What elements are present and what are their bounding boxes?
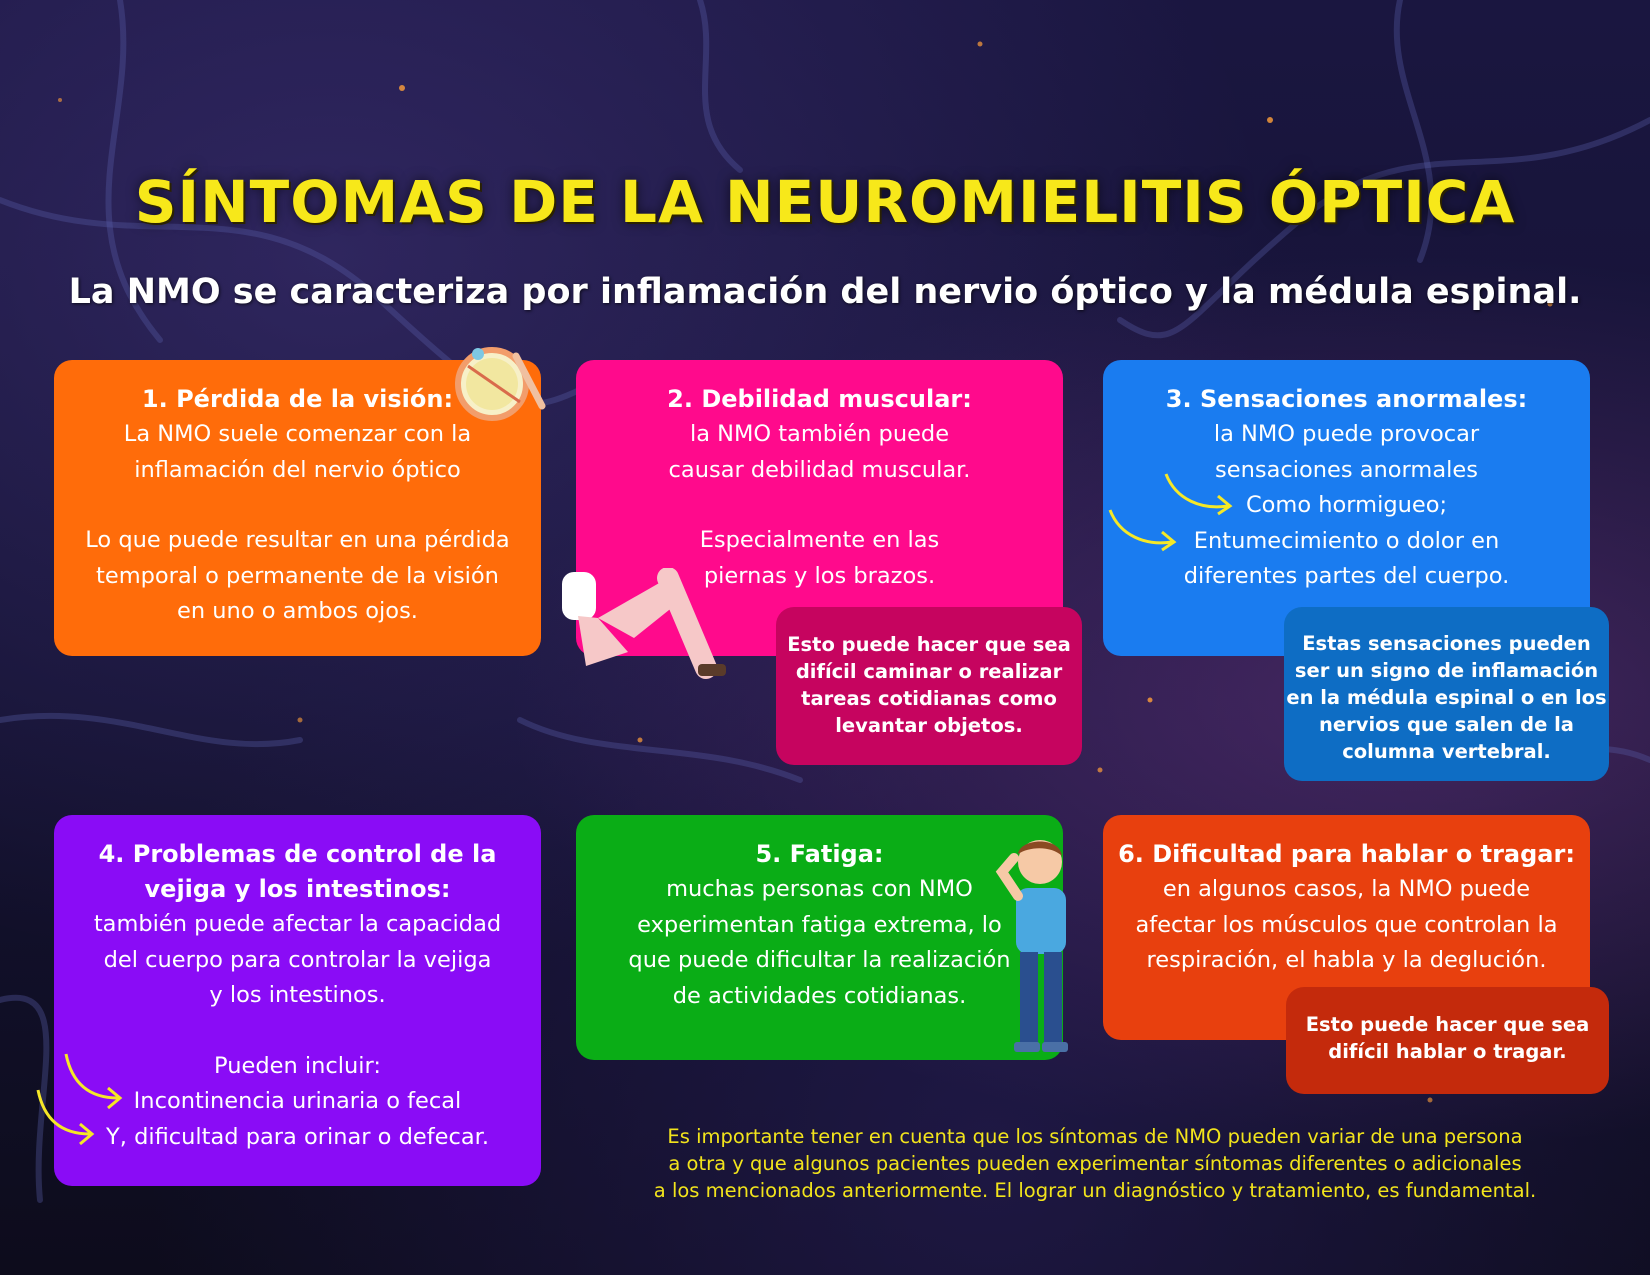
footer-note (620, 1123, 1570, 1204)
card-text: la NMO puede provocar (1213, 421, 1480, 447)
card-text: Especialmente en las (699, 527, 940, 553)
note-line: levantar objetos. (835, 714, 1023, 737)
card-text: experimentan fatiga extrema, lo (637, 911, 1002, 938)
card-text: diferentes partes del cuerpo. (1183, 563, 1510, 589)
card-heading: 2. Debilidad muscular: (667, 385, 972, 413)
page-subtitle: La NMO se caracteriza por inflamación del nervio óptico y la médula espinal. (68, 272, 1582, 312)
card-text: la NMO también puede (689, 421, 950, 447)
card-text: y los intestinos. (209, 982, 386, 1008)
card-heading: 4. Problemas de control de la (98, 840, 497, 868)
card-text: Pueden incluir: (214, 1052, 381, 1079)
footer-line: a los mencionados anteriormente. El lograr un diagnóstico y tratamiento, es fundamental. (653, 1179, 1537, 1202)
card-text: piernas y los brazos. (703, 562, 936, 589)
note-line: tareas cotidianas como (801, 687, 1057, 710)
note-line: ser un signo de inflamación (1294, 659, 1599, 682)
footer-line: a otra y que algunos pacientes pueden experimentar síntomas diferentes o adicionales (668, 1152, 1522, 1175)
note-line: difícil caminar o realizar (795, 660, 1063, 683)
note-line: Esto puede hacer que sea (787, 633, 1071, 656)
page-title: SÍNTOMAS DE LA NEUROMIELITIS ÓPTICA (134, 168, 1516, 236)
card-text: que puede dificultar la realización (628, 947, 1011, 973)
arrow-icon (1106, 506, 1180, 556)
card-text: afectar los músculos que controlan la (1135, 911, 1558, 938)
card-text: temporal o permanente de la visión (96, 562, 499, 589)
card-muscle-weakness-note (776, 607, 1082, 765)
card-text: respiración, el habla y la deglución. (1146, 947, 1547, 973)
arrow-icon (34, 1086, 96, 1150)
card-text: Entumecimiento o dolor en (1193, 527, 1500, 554)
card-text: en algunos casos, la NMO puede (1162, 876, 1531, 902)
note-line: en la médula espinal o en los (1286, 686, 1607, 709)
card-text: inflamación del nervio óptico (134, 456, 461, 483)
card-heading: 1. Pérdida de la visión: (141, 385, 454, 413)
card-heading: 6. Dificultad para hablar o tragar: (1118, 840, 1575, 868)
card-text: muchas personas con NMO (666, 876, 973, 902)
card-heading: vejiga y los intestinos: (144, 875, 451, 903)
card-text: causar debilidad muscular. (668, 456, 971, 483)
card-bladder-bowel (54, 815, 541, 1186)
footer-line: Es importante tener en cuenta que los síntomas de NMO pueden variar de una persona (667, 1125, 1523, 1148)
card-text: Lo que puede resultar en una pérdida (85, 527, 510, 553)
note-line: difícil hablar o tragar. (1328, 1040, 1567, 1063)
card-text: Incontinencia urinaria o fecal (133, 1088, 462, 1114)
note-line: columna vertebral. (1342, 740, 1551, 763)
note-line: Esto puede hacer que sea (1305, 1013, 1590, 1036)
card-text: también puede afectar la capacidad (93, 911, 502, 937)
tired-person-icon (990, 832, 1086, 1058)
card-heading: 3. Sensaciones anormales: (1165, 385, 1528, 413)
card-text: Como hormigueo; (1245, 492, 1448, 518)
card-text: del cuerpo para controlar la vejiga (103, 946, 492, 973)
card-abnormal-sensations-note (1284, 607, 1609, 781)
card-text: sensaciones anormales (1215, 456, 1478, 483)
card-speech-swallow-note (1286, 987, 1609, 1094)
note-line: nervios que salen de la (1319, 713, 1574, 736)
card-text: Y, dificultad para orinar o defecar. (106, 1123, 489, 1150)
card-heading: 5. Fatiga: (755, 840, 884, 868)
card-text: La NMO suele comenzar con la (123, 421, 472, 447)
note-line: Estas sensaciones pueden (1302, 632, 1591, 655)
eye-anatomy-icon (450, 336, 546, 430)
card-text: en uno o ambos ojos. (177, 598, 418, 624)
leg-icon (558, 568, 728, 684)
card-text: de actividades cotidianas. (672, 982, 967, 1009)
